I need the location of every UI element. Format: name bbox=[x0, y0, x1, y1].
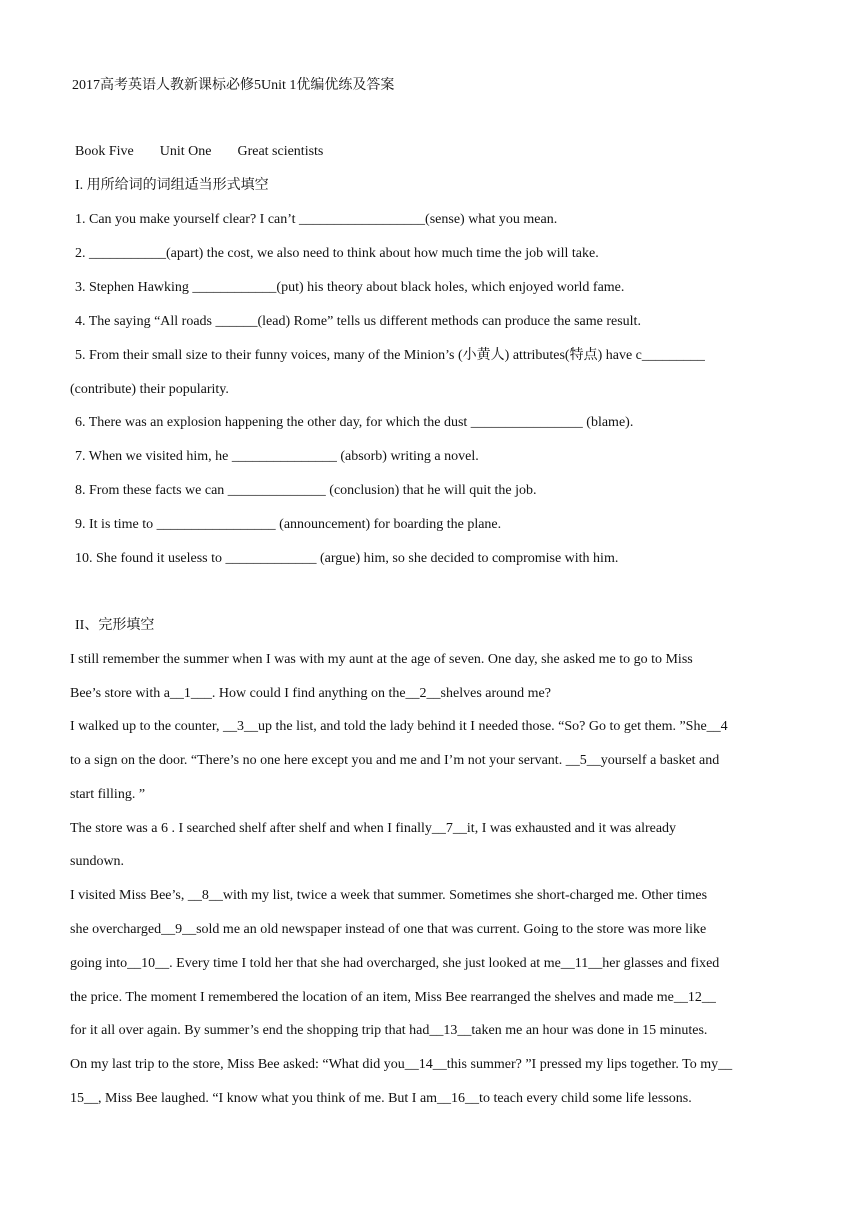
cloze-line: I walked up to the counter, __3__up the list, and told the lady behind it I needed those. “So? Go to get them. ”She__4 bbox=[70, 719, 728, 734]
exercise-item: 10. She found it useless to _____________ (argue) him, so she decided to compromise with him. bbox=[75, 551, 619, 566]
cloze-line: going into__10__. Every time I told her that she had overcharged, she just looked at me__11__her glasses and fixed bbox=[70, 956, 720, 971]
unit-label: Unit One bbox=[159, 144, 212, 159]
topic-label: Great scientists bbox=[237, 144, 324, 159]
cloze-line: On my last trip to the store, Miss Bee asked: “What did you__14__this summer? ”I pressed my lips together. To my__ bbox=[70, 1057, 733, 1072]
cloze-line: start filling. ” bbox=[70, 787, 146, 802]
book-label: Book Five bbox=[75, 144, 134, 159]
exercise-item: 7. When we visited him, he _______________ (absorb) writing a novel. bbox=[75, 449, 479, 464]
exercise-item: 1. Can you make yourself clear? I can’t __________________(sense) what you mean. bbox=[75, 212, 558, 227]
cloze-line: 15__, Miss Bee laughed. “I know what you think of me. But I am__16__to teach every child some life lessons. bbox=[70, 1091, 692, 1106]
exercise-item-continued: (contribute) their popularity. bbox=[70, 382, 229, 397]
cloze-line: to a sign on the door. “There’s no one here except you and me and I’m not your servant. __5__yourself a basket and bbox=[70, 753, 720, 768]
exercise-item: 6. There was an explosion happening the other day, for which the dust ________________ (blame). bbox=[75, 415, 634, 430]
unit-heading bbox=[75, 142, 349, 162]
cloze-line: she overcharged__9__sold me an old newspaper instead of one that was current. Going to the store was more like bbox=[70, 922, 707, 937]
cloze-line: sundown. bbox=[70, 854, 125, 869]
cloze-line: I still remember the summer when I was with my aunt at the age of seven. One day, she asked me to go to Miss bbox=[70, 652, 693, 667]
exercise-item: 2. ___________(apart) the cost, we also need to think about how much time the job will take. bbox=[75, 246, 599, 261]
section2-title: II、完形填空 bbox=[75, 618, 155, 633]
section1-title: I. 用所给词的词组适当形式填空 bbox=[75, 178, 269, 193]
cloze-line: for it all over again. By summer’s end the shopping trip that had__13__taken me an hour was done in 15 minutes. bbox=[70, 1023, 708, 1038]
document-title: 2017高考英语人教新课标必修5Unit 1优编优练及答案 bbox=[72, 78, 395, 93]
exercise-item: 8. From these facts we can ______________ (conclusion) that he will quit the job. bbox=[75, 483, 537, 498]
cloze-line: Bee’s store with a__1___. How could I find anything on the__2__shelves around me? bbox=[70, 686, 551, 701]
cloze-line: The store was a 6 . I searched shelf after shelf and when I finally__7__it, I was exhausted and it was already bbox=[70, 821, 677, 836]
cloze-line: I visited Miss Bee’s, __8__with my list, twice a week that summer. Sometimes she short-charged me. Other times bbox=[70, 888, 708, 903]
exercise-item: 4. The saying “All roads ______(lead) Rome” tells us different methods can produce the same result. bbox=[75, 314, 641, 329]
exercise-item: 5. From their small size to their funny voices, many of the Minion’s (小黄人) attributes(特点) have c_________ bbox=[75, 348, 705, 363]
exercise-item: 9. It is time to _________________ (announcement) for boarding the plane. bbox=[75, 517, 502, 532]
exercise-item: 3. Stephen Hawking ____________(put) his theory about black holes, which enjoyed world fame. bbox=[75, 280, 625, 295]
cloze-line: the price. The moment I remembered the location of an item, Miss Bee rearranged the shelves and made me__12__ bbox=[70, 990, 716, 1005]
